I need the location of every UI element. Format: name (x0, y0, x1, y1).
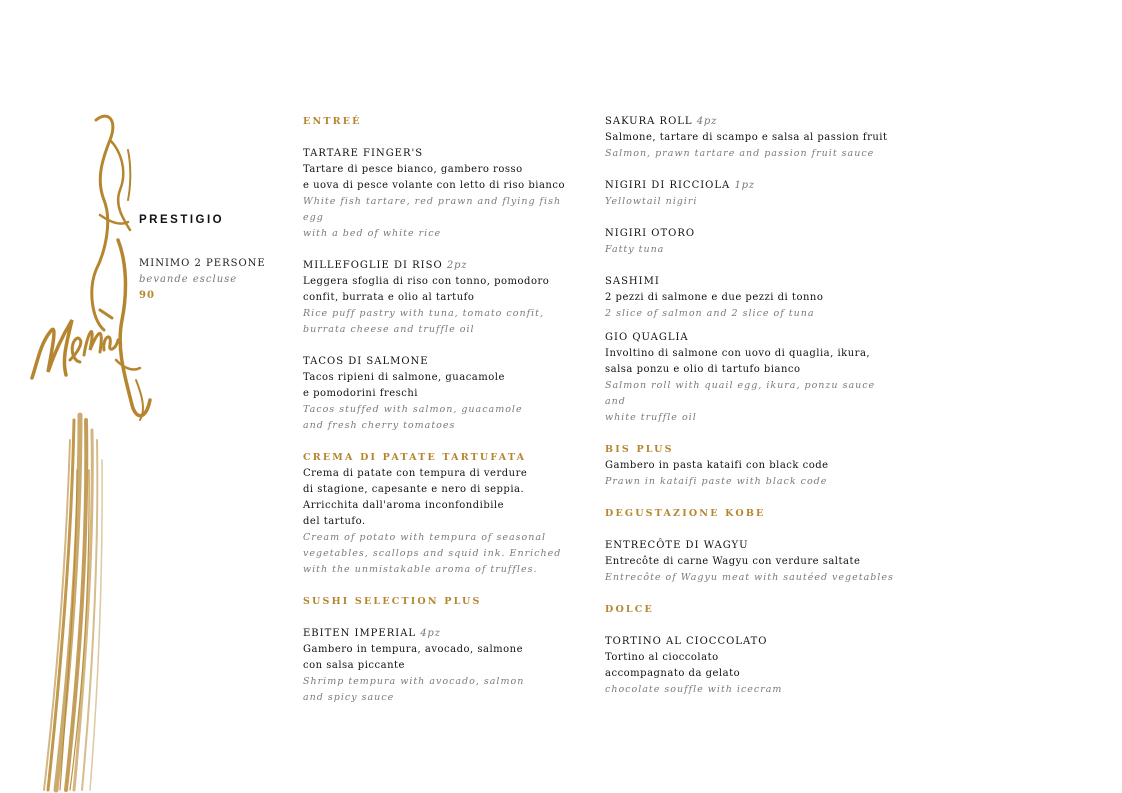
dish-name: SASHIMI (605, 276, 660, 287)
dish-description: Salmone, tartare di scampo e salsa al passion fruit (605, 132, 888, 143)
dish-description: Tacos ripieni di salmone, guacamole e pomodorini freschi (303, 372, 505, 399)
dish-tortino (605, 634, 895, 698)
dish-name: NIGIRI DI RICCIOLA (605, 180, 731, 191)
dish-translation: Fatty tuna (605, 244, 665, 255)
dish-crema (303, 450, 583, 578)
section-title-kobe: DEGUSTAZIONE KOBE (605, 508, 766, 519)
section-title-dolce: DOLCE (605, 604, 654, 615)
minimum-persons: MINIMO 2 PERSONE (139, 258, 266, 269)
dish-name: SAKURA ROLL (605, 116, 693, 127)
menu-info (139, 214, 279, 304)
dish-ebiten (303, 626, 583, 706)
dish-name: ENTRECÔTE DI WAGYU (605, 540, 749, 551)
dish-description: Crema di patate con tempura di verdure di stagione, capesante e nero di seppia. Arricchita dall'aroma inconfondibile del tartufo. (303, 468, 528, 527)
section-title-entree: ENTREÉ (303, 116, 362, 127)
dish-description: Entrecôte di carne Wagyu con verdure saltate (605, 556, 861, 567)
menu-name: PRESTIGIO (139, 214, 225, 226)
menu-column-left (303, 114, 583, 722)
menu-price: 90 (139, 290, 155, 301)
dish-name: EBITEN IMPERIAL (303, 628, 417, 639)
dish-translation: 2 slice of salmon and 2 slice of tuna (605, 308, 815, 319)
dish-name: MILLEFOGLIE DI RISO (303, 260, 443, 271)
dish-bis-plus (605, 442, 895, 490)
dish-sakura (605, 114, 895, 162)
dish-wagyu (605, 538, 895, 586)
dish-quantity: 2pz (446, 260, 468, 271)
dish-translation: chocolate souffle with icecram (605, 684, 783, 695)
dish-name: NIGIRI OTORO (605, 228, 696, 239)
dish-name-line (303, 258, 583, 274)
section-title-sushi: SUSHI SELECTION PLUS (303, 596, 482, 607)
dish-translation: Yellowtail nigiri (605, 196, 698, 207)
dish-name: GIO QUAGLIA (605, 332, 689, 343)
dish-tartare (303, 146, 583, 242)
dish-translation: Salmon, prawn tartare and passion fruit sauce (605, 148, 875, 159)
dish-translation: Salmon roll with quail egg, ikura, ponzu sauce and white truffle oil (605, 380, 876, 423)
dish-nigiri-otoro (605, 226, 895, 258)
dish-description: Gambero in tempura, avocado, salmone con salsa piccante (303, 644, 524, 671)
drinks-excluded: bevande escluse (139, 274, 238, 285)
dish-description: 2 pezzi di salmone e due pezzi di tonno (605, 292, 824, 303)
dish-sashimi (605, 274, 895, 322)
dish-description: Tortino al cioccolato accompagnato da gelato (605, 652, 741, 679)
dish-description: Involtino di salmone con uovo di quaglia, ikura, salsa ponzu e olio di tartufo bianco (605, 348, 871, 375)
dish-translation: Rice puff pastry with tuna, tomato confit, burrata cheese and truffle oil (303, 308, 544, 335)
dish-quantity: 4pz (696, 116, 718, 127)
dish-translation: Cream of potato with tempura of seasonal vegetables, scallops and squid ink. Enriched with the unmistakable aroma of truffles. (303, 532, 562, 575)
menu-degustazione-logo (0, 0, 300, 793)
dish-description: Tartare di pesce bianco, gambero rosso e uova di pesce volante con letto di riso bianco (303, 164, 565, 191)
dish-tacos (303, 354, 583, 434)
dish-description: Gambero in pasta kataifi con black code (605, 460, 829, 471)
dish-description: Leggera sfoglia di riso con tonno, pomodoro confit, burrata e olio al tartufo (303, 276, 550, 303)
dish-gio-quaglia (605, 330, 895, 426)
dish-name-line (605, 114, 895, 130)
dish-millefoglie (303, 258, 583, 338)
section-title-bis: BIS PLUS (605, 444, 674, 455)
dish-translation: Entrecôte of Wagyu meat with sautéed vegetables (605, 572, 894, 583)
dish-translation: Tacos stuffed with salmon, guacamole and fresh cherry tomatoes (303, 404, 523, 431)
dish-name: TORTINO AL CIOCCOLATO (605, 636, 768, 647)
dish-translation: White fish tartare, red prawn and flying fish egg with a bed of white rice (303, 196, 562, 239)
dish-translation: Prawn in kataifi paste with black code (605, 476, 828, 487)
dish-name-line (303, 626, 583, 642)
section-title-crema: CREMA DI PATATE TARTUFATA (303, 452, 527, 463)
dish-name: TACOS DI SALMONE (303, 356, 429, 367)
dish-quantity: 4pz (420, 628, 441, 639)
dish-name: TARTARE FINGER'S (303, 148, 424, 159)
dish-name-line (605, 178, 895, 194)
menu-column-right (605, 114, 895, 714)
dish-translation: Shrimp tempura with avocado, salmon and spicy sauce (303, 676, 525, 703)
dish-quantity: 1pz (734, 180, 755, 191)
dish-nigiri-ricciola (605, 178, 895, 210)
